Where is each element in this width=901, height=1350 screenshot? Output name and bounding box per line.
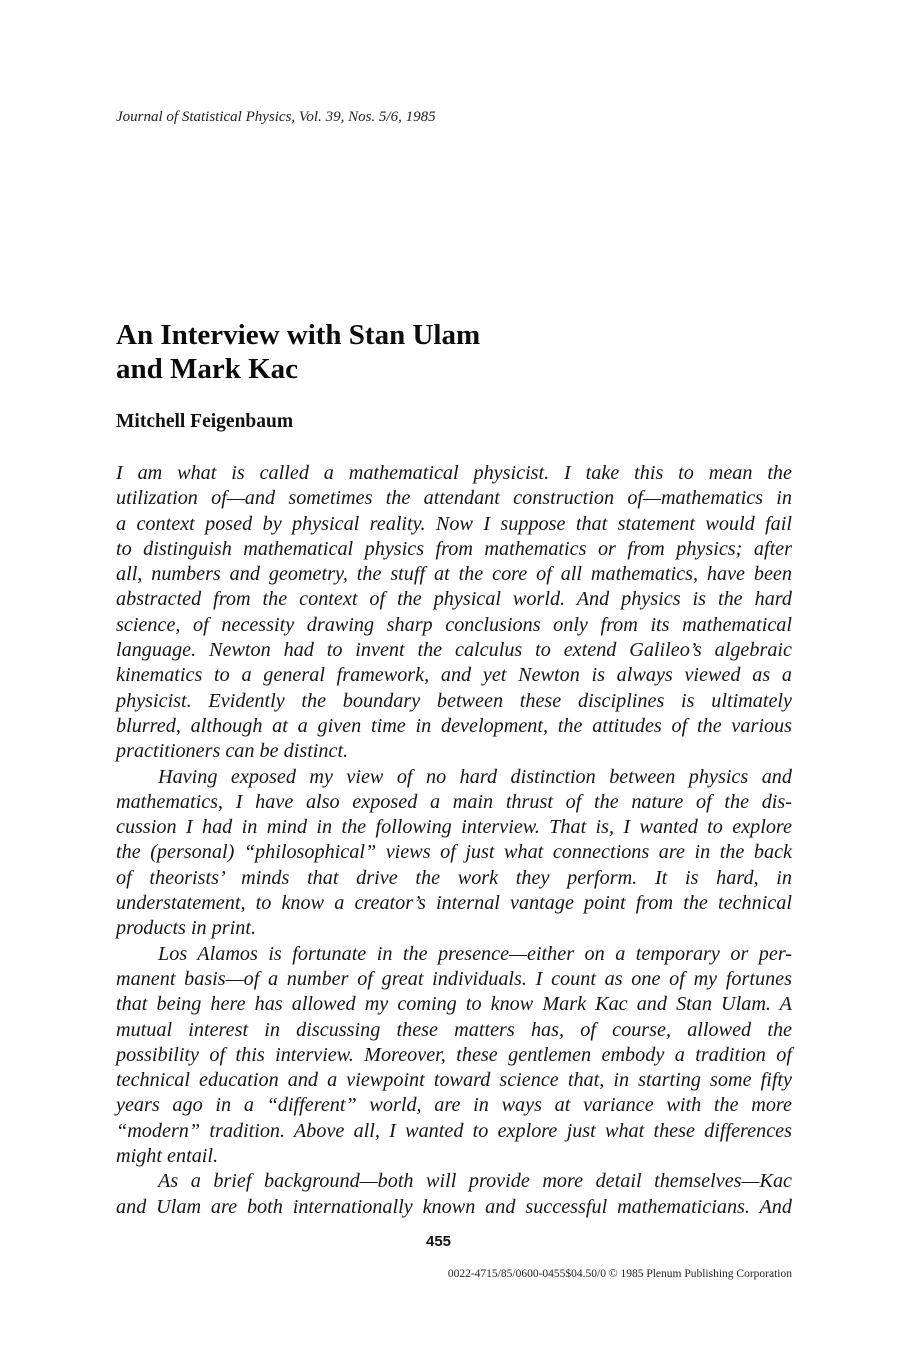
text-line: “modern” tradition. Above all, I wanted to explore just what these differences: [116, 1119, 792, 1142]
text-line: possibility of this interview. Moreover, these gentlemen embody a tradition of: [116, 1043, 792, 1066]
text-line: technical education and a viewpoint toward science that, in starting some fifty: [116, 1069, 792, 1092]
text-line: utilization of—and sometimes the attendant construction of—mathematics in: [116, 487, 792, 510]
text-line: language. Newton had to invent the calculus to extend Galileo’s algebraic: [116, 639, 792, 662]
article-body: [116, 461, 792, 1220]
paragraph: [116, 942, 792, 1170]
text-line: physicist. Evidently the boundary between these disciplines is ultimately: [116, 689, 792, 712]
text-line: kinematics to a general framework, and yet Newton is always viewed as a: [116, 664, 792, 687]
author-name: Mitchell Feigenbaum: [116, 411, 294, 432]
text-line: practitioners can be distinct.: [116, 740, 349, 763]
text-line: manent basis—of a number of great individuals. I count as one of my fortunes: [116, 967, 792, 990]
journal-header: Journal of Statistical Physics, Vol. 39, Nos. 5/6, 1985: [116, 109, 436, 125]
text-line: cussion I had in mind in the following interview. That is, I wanted to explore: [116, 816, 792, 839]
text-line: Having exposed my view of no hard distinction between physics and: [158, 765, 792, 788]
text-line: blurred, although at a given time in development, the attitudes of the various: [116, 714, 792, 737]
text-line: and Ulam are both internationally known and successful mathematicians. And: [116, 1195, 792, 1218]
text-line: I am what is called a mathematical physicist. I take this to mean the: [116, 462, 792, 484]
text-line: might entail.: [116, 1145, 219, 1168]
text-line: to distinguish mathematical physics from mathematics or from physics; after: [116, 537, 792, 560]
text-line: products in print.: [116, 917, 257, 940]
page-number: 455: [426, 1233, 452, 1250]
text-line: abstracted from the context of the physical world. And physics is the hard: [116, 588, 792, 611]
text-line: all, numbers and geometry, the stuff at the core of all mathematics, have been: [116, 563, 792, 586]
text-line: years ago in a “different” world, are in ways at variance with the more: [116, 1094, 792, 1117]
paragraph: [116, 765, 792, 942]
text-line: science, of necessity drawing sharp conclusions only from its mathematical: [116, 613, 792, 636]
article-title: [116, 318, 716, 386]
text-line: mutual interest in discussing these matters has, of course, allowed the: [116, 1018, 792, 1041]
text-line: Los Alamos is fortunate in the presence—either on a temporary or per-: [158, 942, 792, 965]
text-line: that being here has allowed my coming to know Mark Kac and Stan Ulam. A: [116, 993, 792, 1016]
text-line: the (personal) “philosophical” views of just what connections are in the back: [116, 841, 792, 864]
text-line: As a brief background—both will provide more detail themselves—Kac: [158, 1170, 792, 1193]
text-line: understatement, to know a creator’s internal vantage point from the technical: [116, 892, 792, 915]
title-line: An Interview with Stan Ulam: [116, 319, 481, 351]
copyright-line: 0022-4715/85/0600-0455$04.50/0 © 1985 Plenum Publishing Corporation: [447, 1268, 792, 1280]
text-line: mathematics, I have also exposed a main thrust of the nature of the dis-: [116, 790, 792, 813]
text-line: a context posed by physical reality. Now I suppose that statement would fail: [116, 512, 792, 535]
title-line: and Mark Kac: [116, 353, 299, 385]
paragraph: [116, 1169, 792, 1220]
text-line: of theorists’ minds that drive the work they perform. It is hard, in: [116, 866, 792, 889]
paragraph: [116, 461, 792, 765]
